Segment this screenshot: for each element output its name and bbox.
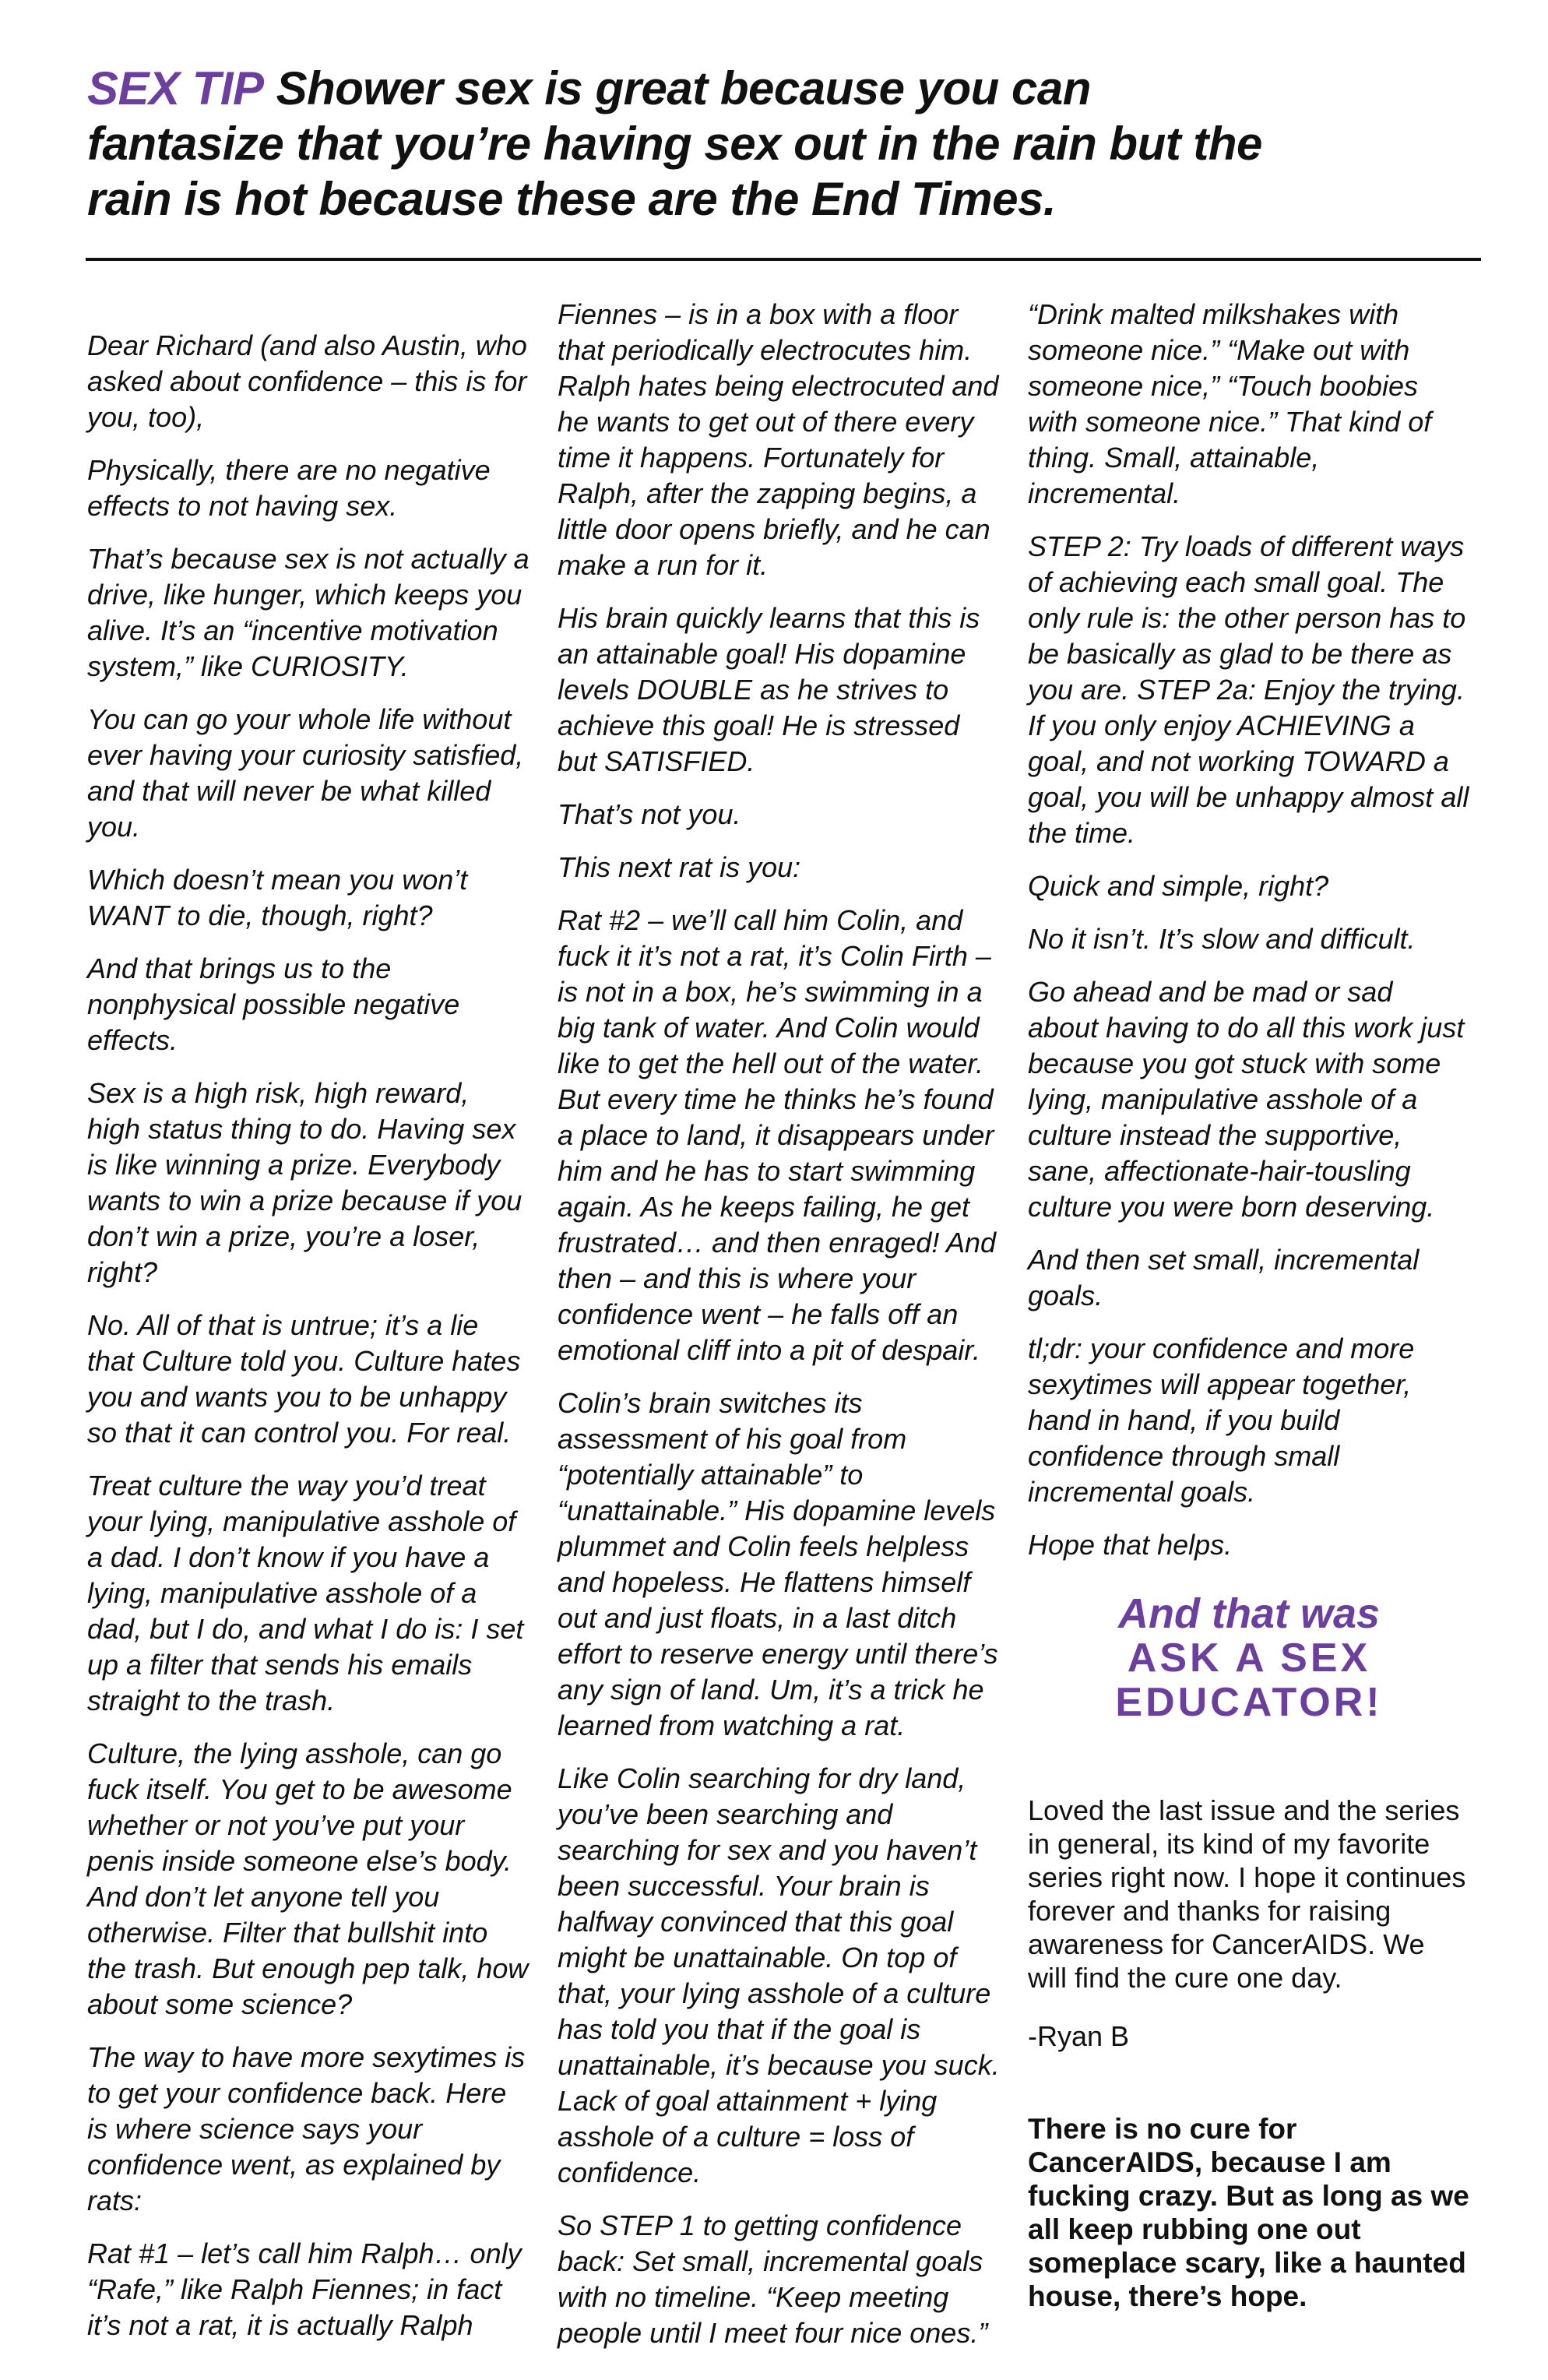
sex-tip-headline — [87, 61, 1462, 227]
advice-paragraph: So STEP 1 to getting confidence back: Set small, incremental goals with no timeline. “Keep meeting people until I meet four nice ones.” — [558, 2209, 988, 2349]
advice-paragraph: You can go your whole life without ever having your curiosity satisfied, and that will never be what killed you. — [87, 703, 524, 843]
column-1 — [87, 297, 529, 2361]
advice-paragraph: tl;dr: your confidence and more sexytimes will appear together, hand in hand, if you build confidence through small incremental goals. — [1028, 1333, 1415, 1508]
advice-paragraph: The way to have more sexytimes is to get your confidence back. Here is where science says your confidence went, as explained by rats: — [87, 2041, 526, 2216]
headline-line-3: rain is hot because these are the End Times. — [87, 173, 1057, 225]
advice-paragraph: Rat #2 – we’ll call him Colin, and fuck it it’s not a rat, it’s Colin Firth – is not in a box, he’s swimming in a big tank of water. And Colin would like to get the hell out of the water. But every time he thinks he’s found a place to land, it disappears under him and he has to start swimming again. As he keeps failing, he get frustrated… and then enraged! And then – and this is where your confidence went – he falls off an emotional cliff into a pit of despair. — [558, 904, 997, 1366]
reader-letter: Loved the last issue and the series in general, its kind of my favorite series right now. I hope it continues forever and thanks for raising awareness for CancerAIDS. We will find the cure one day. — [1028, 1794, 1466, 1994]
advice-paragraph: Fiennes – is in a box with a floor that periodically electrocutes him. Ralph hates being electrocuted and he wants to get out of there every time it happens. Fortunately for Ralph, after the zapping begins, a little door opens briefly, and he can make a run for it. — [558, 298, 999, 581]
column-signoff — [1028, 1591, 1470, 1725]
signoff-intro: And that was — [1117, 1590, 1381, 1637]
advice-paragraph: Sex is a high risk, high reward, high status thing to do. Having sex is like winning a prize. Everybody wants to win a prize because if you don’t win a prize, you’re a loser, right? — [87, 1077, 522, 1288]
advice-paragraph: No. All of that is untrue; it’s a lie that Culture told you. Culture hates you and wants you to be unhappy so that it can control you. For real. — [87, 1309, 521, 1449]
advice-paragraph: Dear Richard (and also Austin, who asked about confidence – this is for you, too), — [87, 329, 527, 433]
divider-rule — [86, 258, 1481, 261]
signoff-title-line-2: EDUCATOR! — [1115, 1680, 1383, 1725]
column-2 — [558, 297, 1000, 2368]
advice-paragraph: This next rat is you: — [558, 851, 801, 883]
advice-paragraph: And then set small, incremental goals. — [1028, 1244, 1420, 1311]
sex-tip-label: SEX TIP — [87, 62, 264, 114]
advice-paragraph: That’s because sex is not actually a drive, like hunger, which keeps you alive. It’s an “incentive motivation system,” like CURIOSITY. — [87, 543, 529, 682]
reader-signature: -Ryan B — [1028, 2020, 1130, 2052]
headline-line-1-text: Shower sex is great because you can — [276, 62, 1091, 114]
headline-line-2: fantasize that you’re having sex out in the rain but the — [87, 118, 1262, 170]
advice-paragraph: Colin’s brain switches its assessment of his goal from “potentially attainable” to “unattainable.” His dopamine levels plummet and Colin feels helpless and hopeless. He flattens himself out and just floats, in a last ditch effort to reserve energy until there’s any sign of land. Um, it’s a trick he learned from watching a rat. — [558, 1387, 998, 1741]
advice-paragraph: That’s not you. — [558, 798, 741, 830]
column-3 — [1028, 297, 1470, 2313]
advice-paragraph: STEP 2: Try loads of different ways of achieving each small goal. The only rule is: the other person has to be basically as glad to be there as you are. STEP 2a: Enjoy the trying. If you only enjoy ACHIEVING a goal, and not working TOWARD a goal, you will be unhappy almost all the time. — [1028, 530, 1469, 849]
advice-paragraph: Like Colin searching for dry land, you’ve been searching and searching for sex and you haven’t been successful. Your brain is halfway convinced that this goal might be unattainable. On top of that, your lying asshole of a culture has told you that if the goal is unattainable, it’s because you suck. Lack of goal attainment + lying asshole of a culture = loss of confidence. — [558, 1762, 1000, 2188]
advice-paragraph: Treat culture the way you’d treat your lying, manipulative asshole of a dad. I don’t know if you have a lying, manipulative asshole of a dad, but I do, and what I do is: I set up a filter that sends his emails straight to the trash. — [87, 1470, 524, 1716]
advice-paragraph: And that brings us to the nonphysical possible negative effects. — [87, 952, 460, 1056]
advice-paragraph: Which doesn’t mean you won’t WANT to die, though, right? — [87, 864, 468, 931]
advice-paragraph: “Drink malted milkshakes with someone nice.” “Make out with someone nice,” “Touch boobies with someone nice.” That kind of thing. Small, attainable, incremental. — [1028, 298, 1432, 509]
advice-paragraph: Rat #1 – let’s call him Ralph… only “Rafe,” like Ralph Fiennes; in fact it’s not a rat, it is actually Ralph — [87, 2237, 522, 2341]
advice-paragraph: Hope that helps. — [1028, 1529, 1233, 1561]
signoff-title-line-1: ASK A SEX — [1127, 1635, 1371, 1681]
advice-paragraph: Quick and simple, right? — [1028, 870, 1329, 902]
advice-paragraph: Physically, there are no negative effects to not having sex. — [87, 454, 491, 522]
advice-paragraph: His brain quickly learns that this is an attainable goal! His dopamine levels DOUBLE as he strives to achieve this goal! He is stressed but SATISFIED. — [558, 602, 980, 777]
headline-line-1 — [87, 61, 1462, 116]
editor-reply: There is no cure for CancerAIDS, because I am fucking crazy. But as long as we all keep rubbing one out someplace scary, like a haunted house, there’s hope. — [1028, 2113, 1469, 2312]
article-columns — [87, 297, 1470, 2368]
advice-paragraph: Go ahead and be mad or sad about having to do all this work just because you got stuck with some lying, manipulative asshole of a culture instead the supportive, sane, affectionate-hair-tousling culture you were born deserving. — [1028, 976, 1465, 1223]
advice-paragraph: No it isn’t. It’s slow and difficult. — [1028, 923, 1416, 955]
advice-paragraph: Culture, the lying asshole, can go fuck itself. You get to be awesome whether or not you’ve put your penis inside someone else’s body. And don’t let anyone tell you otherwise. Filter that bullshit into the trash. But enough pep talk, how about some science? — [87, 1737, 529, 2020]
